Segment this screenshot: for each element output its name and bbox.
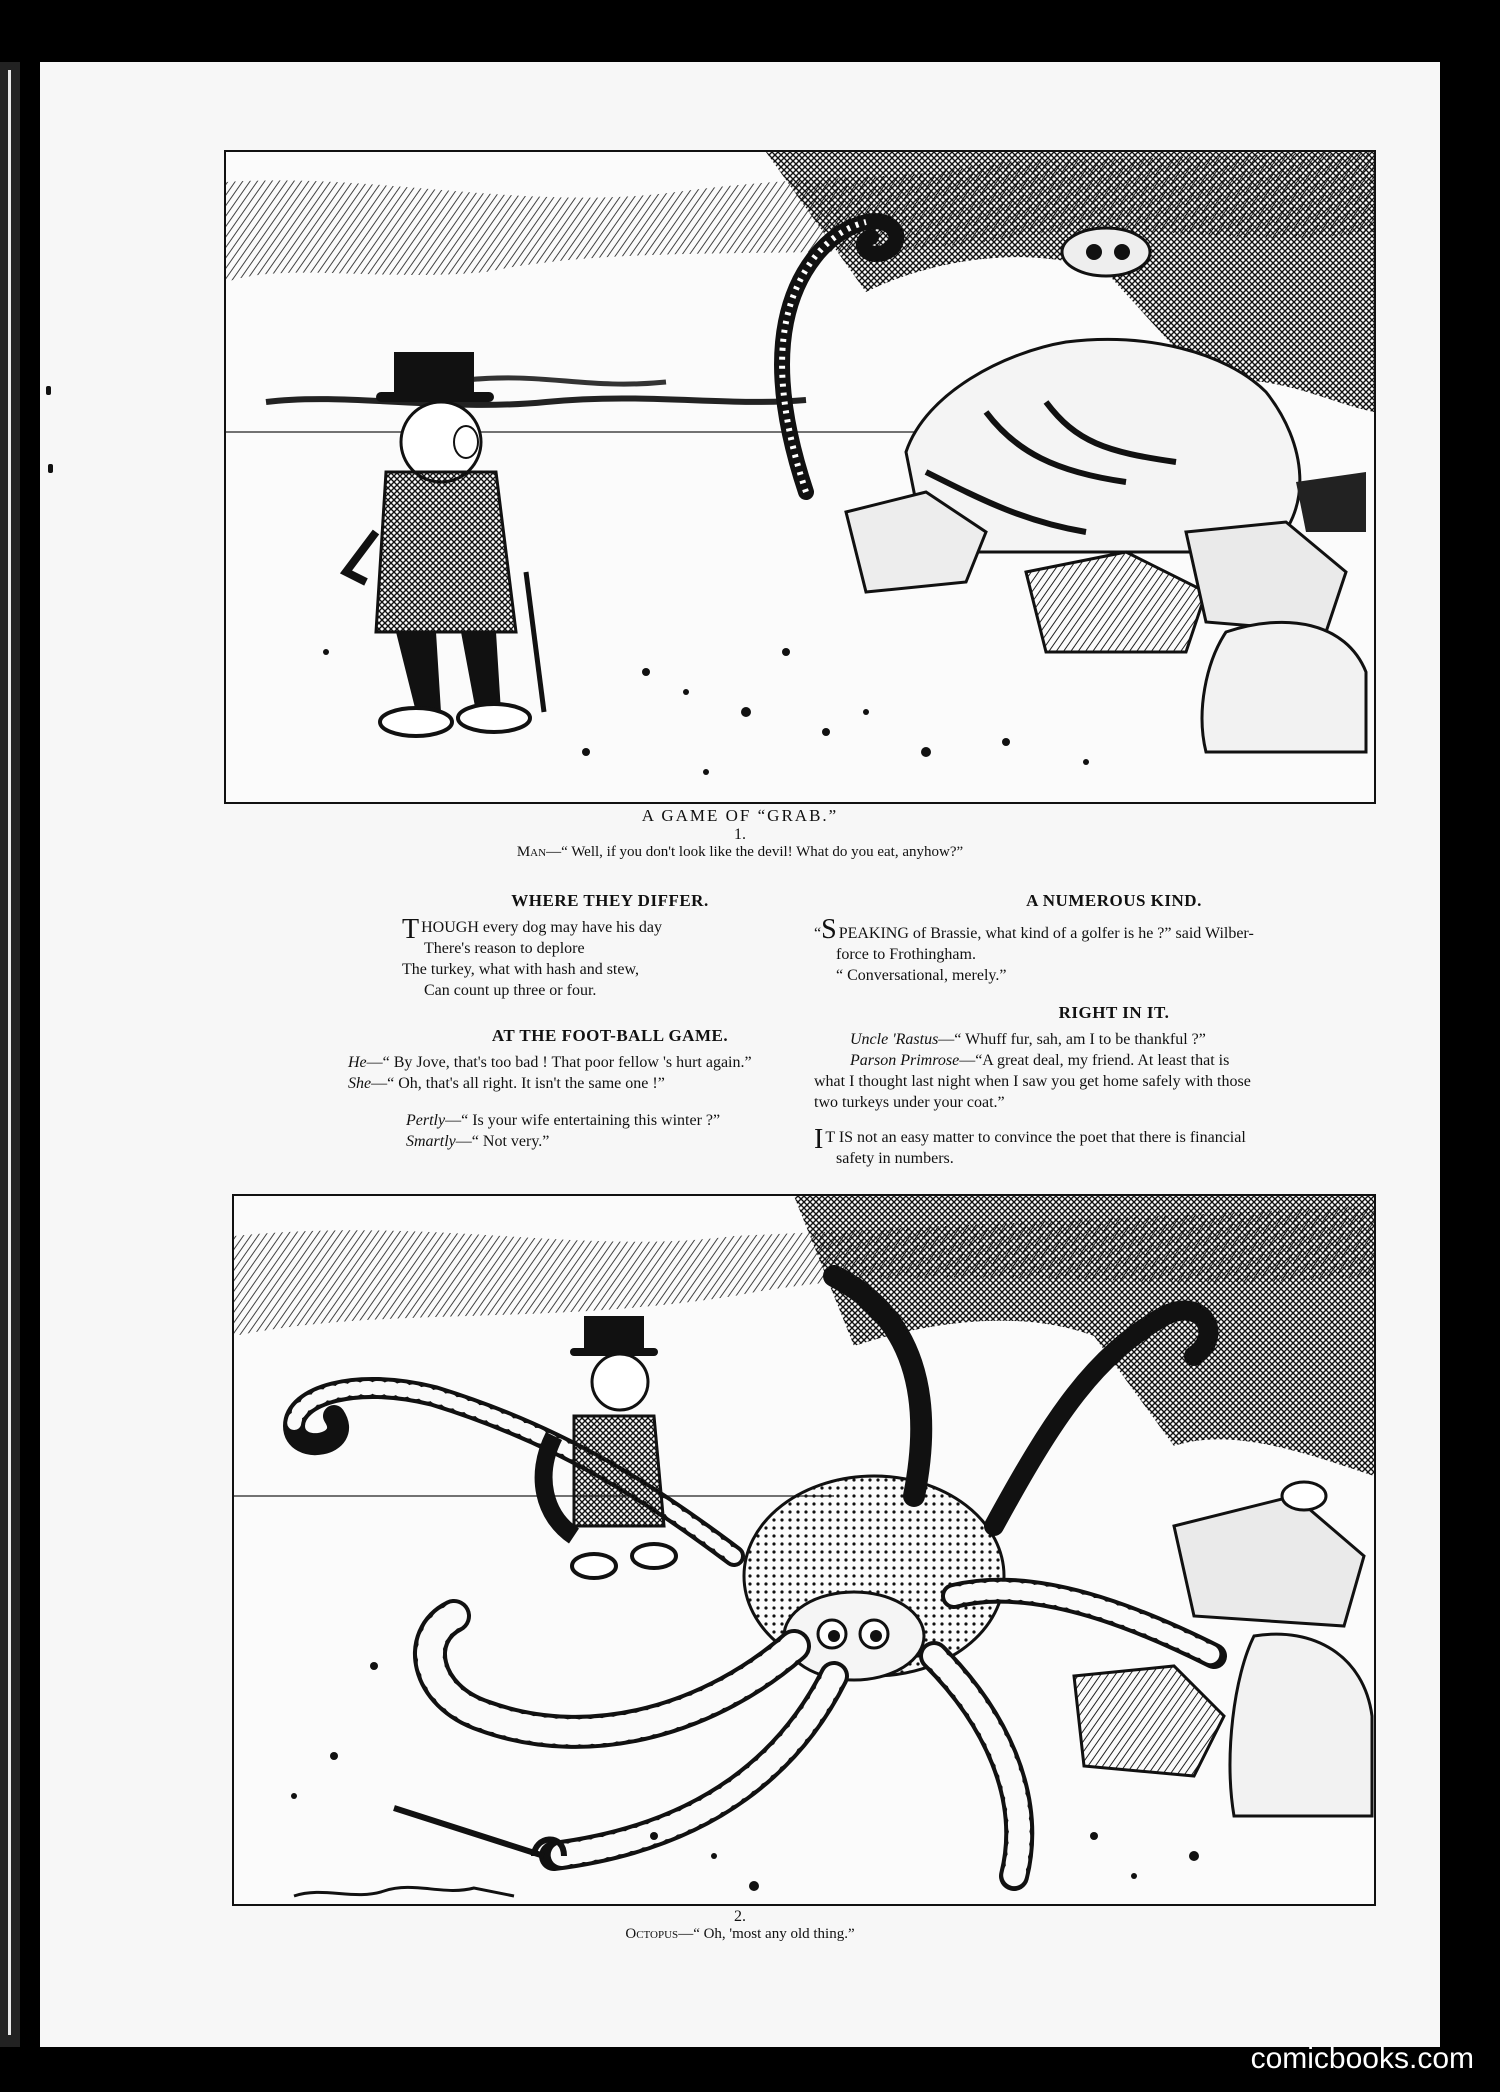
poem-line-4: Can count up three or four. — [424, 982, 597, 999]
left-column — [348, 890, 872, 1155]
page-edge — [8, 70, 11, 2035]
poem-line-3: The turkey, what with hash and stew, — [402, 961, 639, 978]
poet-dropcap: I — [814, 1124, 824, 1155]
numerous-line-1-text: PEAKING of Brassie, what kind of a golfer is he ?” said Wilber- — [838, 925, 1254, 942]
panel-2-number: 2. — [734, 1908, 746, 1925]
panel-2-caption — [40, 1908, 1440, 1943]
parson-line-1 — [814, 1050, 1414, 1071]
panel-1-caption — [40, 806, 1440, 861]
pertly-label: Pertly — [406, 1112, 446, 1129]
he-label: He — [348, 1054, 367, 1071]
where-they-differ-title: WHERE THEY DIFFER. — [511, 891, 709, 910]
numerous-kind-title: A NUMEROUS KIND. — [1026, 891, 1202, 910]
panel-2-dialogue — [40, 1926, 1440, 1943]
panel-1-dialogue — [40, 844, 1440, 861]
panel-1-illustration — [226, 152, 1374, 802]
pertly-text: —“ Is your wife entertaining this winter ?” — [445, 1112, 721, 1129]
panel-2-illustration — [234, 1196, 1374, 1904]
poem-dropcap: T — [402, 914, 420, 945]
he-text: —“ By Jove, that's too bad ! That poor fellow 's hurt again.” — [366, 1054, 752, 1071]
watermark: comicbooks.com — [1250, 2042, 1474, 2075]
foot-ball-game-title: AT THE FOOT-BALL GAME. — [491, 1026, 729, 1045]
numerous-quote-open: “ — [814, 925, 822, 942]
panel-2-speaker: Octopus — [625, 1926, 679, 1942]
panel-1-number: 1. — [734, 826, 746, 843]
parson-text-1: —“A great deal, my friend. At least that is — [959, 1052, 1230, 1069]
parson-label: Parson Primrose — [850, 1052, 960, 1069]
poet-line-2: safety in numbers. — [836, 1150, 954, 1167]
right-column — [814, 890, 1414, 1169]
poet-text-1: T IS not an easy matter to convince the poet that there is financial — [825, 1129, 1246, 1146]
pertly-line — [348, 1110, 872, 1131]
page-speck — [48, 464, 53, 473]
poem-line-1: HOUGH every dog may have his day — [421, 919, 662, 936]
smartly-text: —“ Not very.” — [455, 1133, 550, 1150]
comic-panel-2 — [232, 1194, 1376, 1906]
panel-1-title: A GAME OF “GRAB.” — [641, 806, 839, 825]
right-in-it-title: RIGHT IN IT. — [1058, 1003, 1170, 1022]
she-text: —“ Oh, that's all right. It isn't the same one !” — [371, 1075, 665, 1092]
page-speck — [46, 386, 51, 395]
panel-1-speaker: Man — [516, 844, 547, 860]
comic-panel-1 — [224, 150, 1376, 804]
panel-1-dialogue-text: —“ Well, if you don't look like the devil! What do you eat, anyhow?” — [546, 844, 964, 860]
smartly-line — [348, 1131, 872, 1152]
he-line — [348, 1052, 872, 1073]
smartly-label: Smartly — [406, 1133, 456, 1150]
uncle-label: Uncle 'Rastus — [850, 1031, 939, 1048]
parson-line-2: what I thought last night when I saw you get home safely with those — [814, 1073, 1251, 1090]
poet-line-1 — [814, 1124, 1414, 1155]
numerous-line-3: “ Conversational, merely.” — [836, 967, 1007, 984]
where-they-differ-poem — [348, 914, 872, 1001]
magazine-page — [40, 62, 1440, 2047]
numerous-line-1 — [814, 914, 1414, 945]
uncle-line — [814, 1029, 1414, 1050]
she-line — [348, 1073, 872, 1094]
she-label: She — [348, 1075, 372, 1092]
numerous-line-2: force to Frothingham. — [836, 946, 976, 963]
uncle-text: —“ Whuff fur, sah, am I to be thankful ?” — [938, 1031, 1206, 1048]
parson-line-3: two turkeys under your coat.” — [814, 1094, 1005, 1111]
poem-line-2: There's reason to deplore — [424, 940, 585, 957]
numerous-dropcap: S — [821, 914, 837, 945]
panel-2-dialogue-text: —“ Oh, 'most any old thing.” — [678, 1926, 855, 1942]
